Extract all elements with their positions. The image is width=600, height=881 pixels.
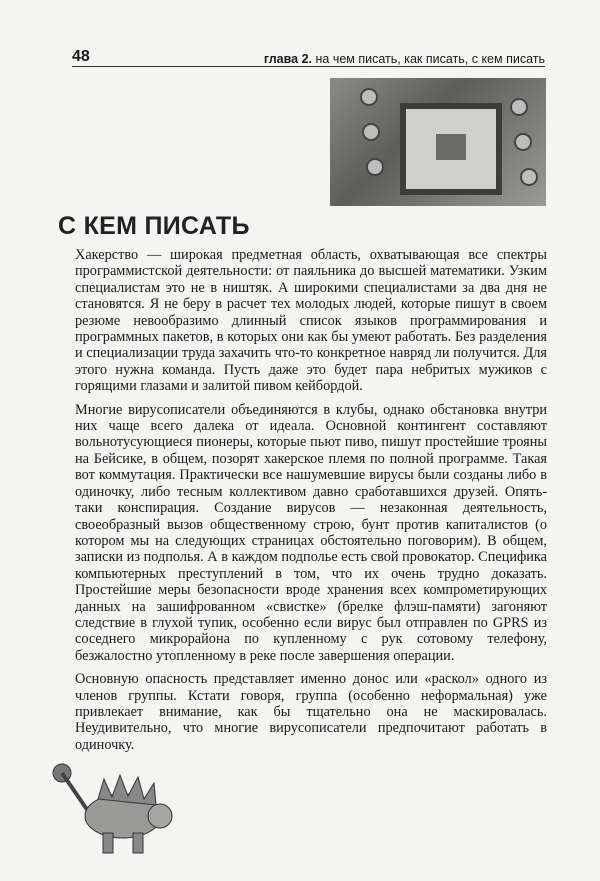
knob-icon — [362, 123, 380, 141]
paragraph-2 — [75, 402, 547, 665]
knob-icon — [510, 98, 528, 116]
chapter-title — [264, 52, 545, 66]
knob-icon — [360, 88, 378, 106]
knob-icon — [520, 168, 538, 186]
paragraph-text: Основную опасность представляет именно донос или «раскол» одного из членов группы. Кстати говоря, группа (особенно неформальная) уже привлекает внимание, как бы тщательно она не маскировалась. Неудивительно, что многие вирусописатели предпочитают работать в одиночку. — [75, 671, 547, 753]
paragraph-text: Многие вирусописатели объединяются в клубы, однако обстановка внутри них чаще всего далека от идеала. Основной контингент составляют вольнотусующиеся пионеры, которые пьют пиво, пишут простейшие трояны на Бейсике, в общем, позорят хакерское племя по полной программе. Такая вот коммутация. Практически все нашумевшие вирусы были созданы либо в одиночку, либо тесным коллективом давно сработавшихся друзей. Опять-таки конспирация. Создание вирусов — незаконная деятельность, своеобразный вызов общественному строю, бунт против капиталистов (о котором мы на следующих страницах обстоятельно поговорим). В общем, записки из подполья. А в каждом подполье есть свой провокатор. Специфика компьютерных преступлений в том, что их очень трудно доказать. Простейшие меры безопасности вроде хранения всех компрометирующих данных на зашифрованном «свистке» (брелке флэш-памяти) загоняют следствие в глухой тупик, особенно если вирус был отправлен по GPRS из соседнего микрорайона по купленному с рук сотовому телефону, безжалостно утопленному в реке после завершения операции. — [75, 401, 547, 664]
chapter-prefix: глава 2. — [263, 52, 313, 66]
section-title: С КЕМ ПИСАТЬ — [58, 212, 250, 240]
chapter-name: на чем писать, как писать, с кем писать — [315, 52, 545, 66]
page-number: 48 — [72, 48, 90, 65]
paragraph-3 — [75, 671, 547, 753]
running-header — [72, 46, 545, 67]
paragraph-1 — [75, 247, 547, 395]
dinosaur-illustration — [48, 761, 188, 861]
oscilloscope-photo — [330, 78, 546, 206]
knob-icon — [514, 133, 532, 151]
text-column — [75, 247, 547, 881]
photo-screen — [400, 103, 502, 195]
paragraph-text: Хакерство — широкая предметная область, охватывающая все спектры программистской деятельности: от паяльника до высшей математики. Узким специалистам это не в ништяк. А широкими специалистами за два дня не становятся. Я не беру в расчет тех молодых людей, которые пишут в своем резюме невообразимо длинный список языков программирования и программных пакетов, в которых они как бы умеют работать. Без разделения и специализации труда захачить что-то конкретное навряд ли получится. Для этого нужна команда. Пусть даже это будет пара небритых мужиков с горящими глазами и залитой пивом кейбордой. — [75, 247, 547, 395]
knob-icon — [366, 158, 384, 176]
